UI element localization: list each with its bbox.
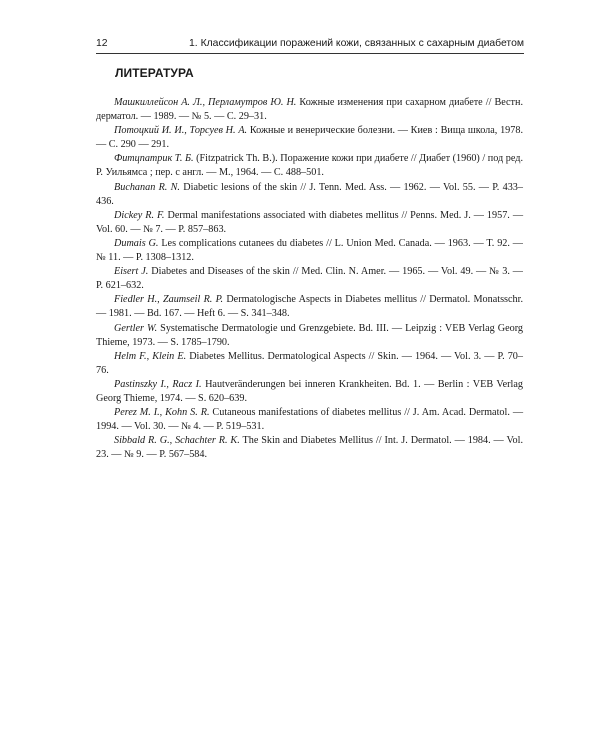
reference-text: Dermal manifestations associated with diabetes mellitus // Penns. Med. J. — 1957. — Vol. 60. — № 7. — P. 857–863. [96,209,524,235]
reference-item [96,434,523,462]
reference-authors: Gertler W. [114,322,158,334]
reference-item [96,265,523,293]
header-divider [96,53,524,54]
reference-item [96,124,523,152]
reference-authors: Buchanan R. N. [114,181,180,193]
running-head [96,36,524,52]
reference-item [96,237,523,265]
reference-item [96,96,523,124]
reference-text: Dermatologische Aspects in Diabetes mellitus // Dermatol. Monatsschr. — 1981. — Bd. 167. — Heft 6. — S. 341–348. [96,294,523,320]
reference-text: Diabetic lesions of the skin // J. Tenn. Med. Ass. — 1962. — Vol. 55. — P. 433–436. [96,181,523,207]
reference-item [96,152,523,180]
reference-authors: Helm F., Klein E. [114,350,187,362]
reference-item [96,293,523,321]
reference-text: Diabetes Mellitus. Dermatological Aspects // Skin. — 1964. — Vol. 3. — P. 70–76. [96,350,523,376]
reference-authors: Dumais G. [114,237,159,249]
reference-authors: Dickey R. F. [114,209,165,221]
reference-authors: Perez M. I., Kohn S. R. [114,407,210,419]
reference-text: Les complications cutanees du diabetes // L. Union Med. Canada. — 1963. — T. 92. — № 11. — P. 1308–1312. [96,237,523,264]
reference-authors: Fiedler H., Zaumseil R. P. [114,294,224,306]
running-title: 1. Классификации поражений кожи, связанных с сахарным диабетом [189,38,524,49]
reference-item [96,350,523,378]
reference-item [96,181,523,209]
reference-text: Кожные и венерические болезни. — Киев : Вища школа, 1978. — С. 290 — 291. [96,125,523,151]
page-number: 12 [96,38,108,49]
reference-item [96,322,523,350]
reference-item [96,378,523,406]
reference-text: Cutaneous manifestations of diabetes mellitus // J. Am. Acad. Dermatol. — 1994. — Vol. 30. — № 4. — P. 519–531. [96,407,524,433]
reference-text: Hautveränderungen bei inneren Krankheiten. Bd. 1. — Berlin : VEB Verlag Georg Thieme, 1974. — S. 620–639. [96,378,523,404]
reference-item [96,406,523,434]
reference-text: Кожные изменения при сахарном диабете // Вестн. дерматол. — 1989. — № 5. — С. 29–31. [96,97,523,123]
reference-authors: Потоцкий И. И., Торсуев Н. А. [114,125,248,137]
reference-text: The Skin and Diabetes Mellitus // Int. J. Dermatol. — 1984. — Vol. 23. — № 9. — P. 567–584. [96,435,523,461]
reference-authors: Pastinszky I., Racz I. [114,378,202,390]
reference-item [96,209,523,237]
reference-authors: Eisert J. [114,266,149,278]
reference-authors: Sibbald R. G., Schachter R. K. [114,435,240,447]
section-heading: ЛИТЕРАТУРА [115,66,194,80]
reference-text: (Fitzpatrick Th. B.). Поражение кожи при диабете // Диабет (1960) / под ред. Р. Уильямса ; пер. с англ. — М., 1964. — С. 488–501. [96,153,523,179]
reference-text: Diabetes and Diseases of the skin // Med. Clin. N. Amer. — 1965. — Vol. 49. — № 3. — P. 621–632. [96,266,523,292]
reference-authors: Машкиллейсон А. Л., Перламутров Ю. Н. [114,97,297,108]
reference-list [96,96,523,462]
reference-authors: Фитцпатрик Т. Б. [114,153,194,165]
reference-text: Systematische Dermatologie und Grenzgebiete. Bd. III. — Leipzig : VEB Verlag Georg Thieme, 1973. — S. 1785–1790. [96,322,523,348]
